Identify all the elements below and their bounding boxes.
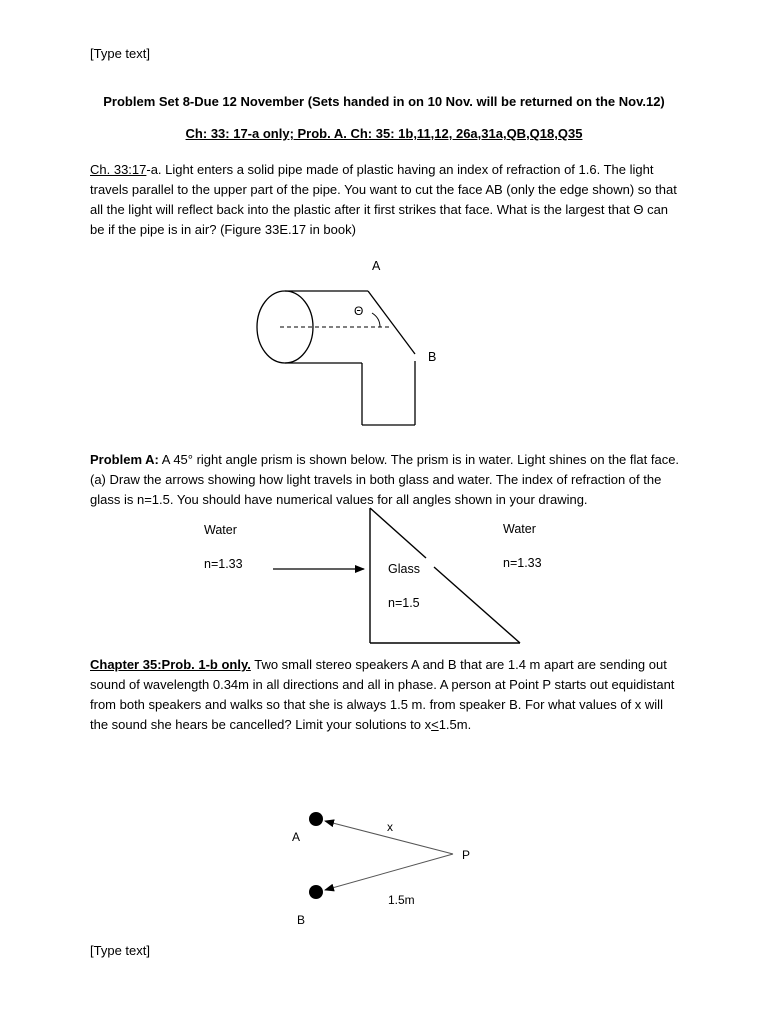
path-p-to-b (325, 854, 453, 890)
speaker-b-dot (309, 885, 323, 899)
water-left-label: Water (204, 523, 237, 537)
page-footer: [Type text] (90, 943, 150, 958)
problem-33-17-lead: Ch. 33:17 (90, 162, 147, 177)
prism-hypotenuse-upper (370, 508, 426, 558)
chapter-35-text-end: 1.5m. (438, 717, 472, 732)
theta-label: Θ (354, 304, 364, 318)
chapter-35-text: Two small stereo speakers A and B that are 1.4 m apart are sending out sound of wavelength 0.34m in all directions and all in phase. A person at Point P starts out equidistant from both speakers and walks so that she is always 1.5 m. from speaker B. For what values of x will the sound she hears be cancelled? Limit your solutions to x (90, 657, 675, 732)
distance-1-5m-label: 1.5m (388, 893, 415, 907)
problem-a-text: A 45° right angle prism is shown below. The prism is in water. Light shines on the flat face. (a) Draw the arrows showing how light travels in both glass and water. The index of refraction of the glass is n=1.5. You should have numerical values for all angles shown in your drawing. (90, 452, 680, 507)
problem-a-lead: Problem A: (90, 452, 159, 467)
speakers-figure (309, 812, 453, 899)
pipe-label-b: B (428, 350, 437, 364)
theta-angle-arc (372, 313, 380, 327)
problem-set-title: Problem Set 8-Due 12 November (Sets handed in on 10 Nov. will be returned on the Nov.12) (103, 94, 665, 109)
face-ab-edge (368, 291, 415, 354)
pipe-label-a: A (372, 259, 381, 273)
pipe-figure (257, 291, 415, 425)
glass-label: Glass (388, 562, 420, 576)
less-equal-symbol: < (431, 717, 439, 732)
speaker-b-label: B (297, 913, 306, 927)
problem-33-17-text: Light enters a solid pipe made of plastic having an index of refraction of 1.6. The light travels parallel to the upper part of the pipe. You want to cut the face AB (only the edge shown) so that all the light will reflect back into the plastic after it first strikes that face. What is the largest that Θ can be if the pipe is in air? (Figure 33E.17 in book) (90, 162, 677, 237)
prism-hypotenuse-lower (434, 567, 520, 643)
n-left-label: n=1.33 (204, 557, 243, 571)
water-right-label: Water (503, 522, 536, 536)
problem-set-assignment: Ch: 33: 17-a only; Prob. A. Ch: 35: 1b,11,12, 26a,31a,QB,Q18,Q35 (185, 126, 583, 141)
distance-x-label: x (387, 820, 393, 834)
page-header: [Type text] (90, 46, 150, 61)
speaker-a-label: A (292, 830, 301, 844)
n-glass-label: n=1.5 (388, 596, 420, 610)
point-p-label: P (462, 848, 471, 862)
n-right-label: n=1.33 (503, 556, 542, 570)
chapter-35-lead: Chapter 35:Prob. 1-b only. (90, 657, 251, 672)
problem-33-17-lead-suffix: -a. (146, 162, 162, 177)
speaker-a-dot (309, 812, 323, 826)
